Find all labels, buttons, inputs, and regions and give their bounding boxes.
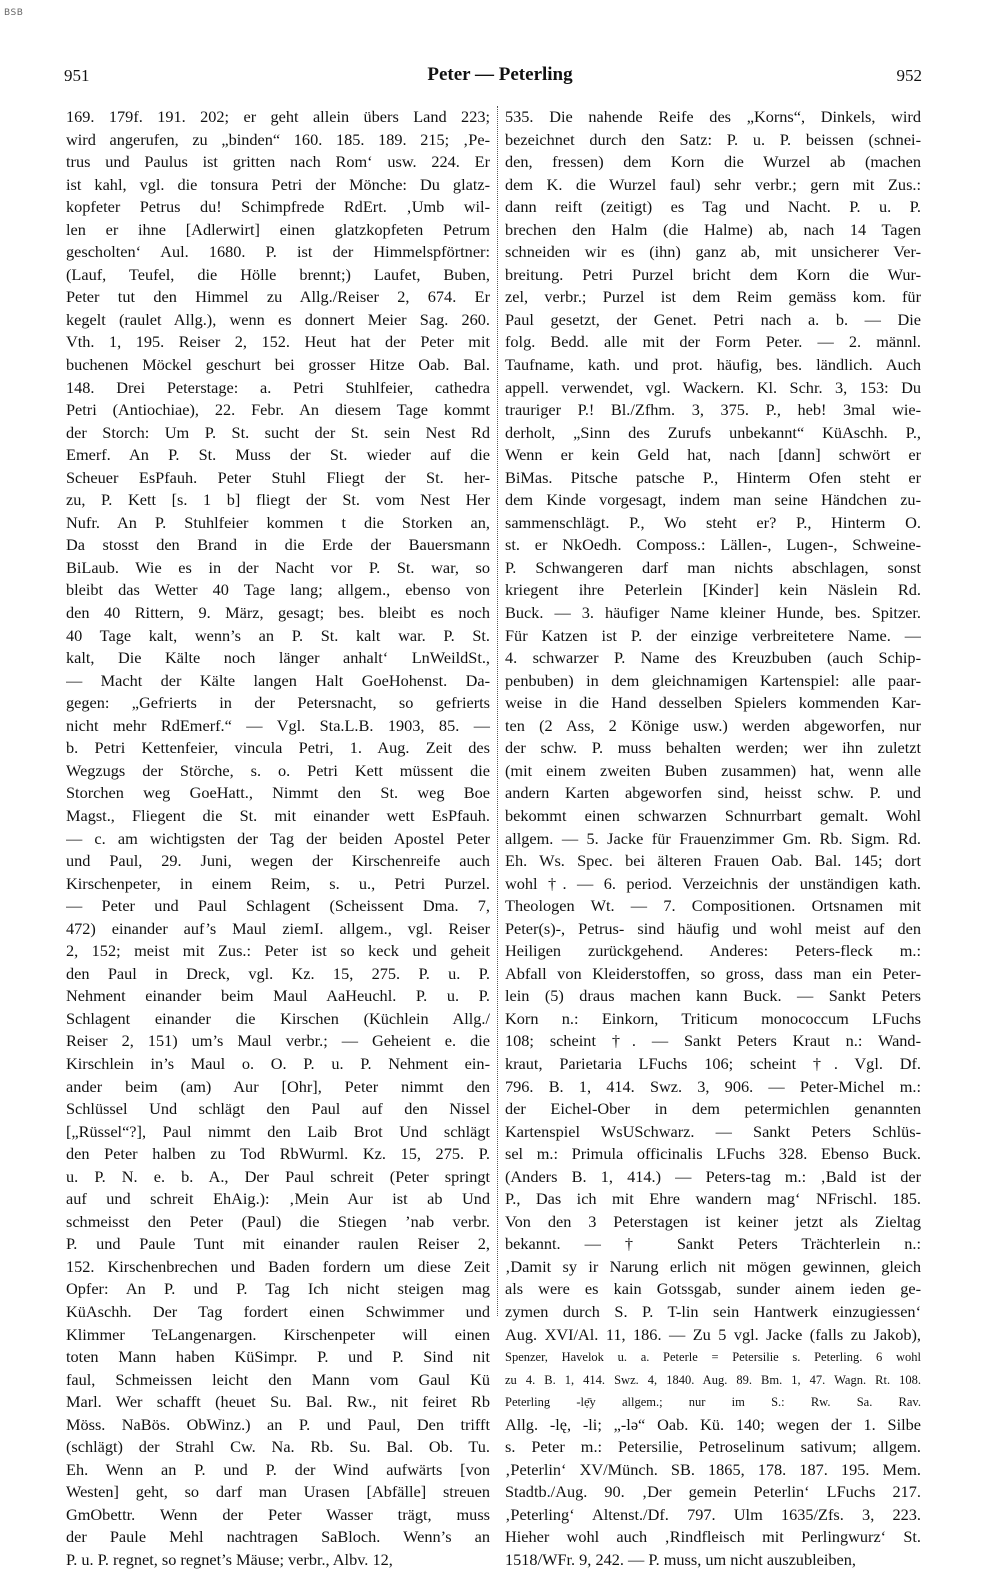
text-line: faul, Schmeissen leicht den Mann vom Gaul Kü (66, 1369, 490, 1389)
text-line: dem K. die Wurzel faul) sehr verbr.; gern mit Zus.: (505, 174, 921, 194)
text-line: Schlagent einander die Kirschen (Küchlein Allg./ (66, 1008, 490, 1028)
text-line: 40 Tage kalt, wenn’s an P. St. kalt war. P. St. (66, 625, 490, 645)
text-line: bezeichnet durch den Satz: P. u. P. beissen (schnei- (505, 129, 921, 149)
text-line: der schw. P. muss behalten werden; wer ihn zuletzt (505, 738, 921, 758)
text-line: kalt, Die Kälte noch länger anhalt‘ LnWeildSt., (66, 648, 490, 668)
text-line: 169. 179f. 191. 202; er geht allein übers Land 223; (66, 107, 490, 126)
library-stamp: BSB (4, 8, 24, 18)
text-line: Kartenspiel WsUSchwarz. — Sankt Peters Schlüs- (505, 1121, 921, 1141)
text-line: trus und Paulus ist gritten nach Rom‘ usw. 224. Er (66, 152, 490, 172)
text-line: nicht mehr RdEmerf.“ — Vgl. Sta.L.B. 1903, 85. — (66, 715, 490, 735)
text-line: weise in die Hand desselben Spielers kommenden Kar- (505, 693, 921, 713)
text-line: 535. Die nahende Reife des „Korns“, Dinkels, wird (505, 107, 921, 126)
text-line: dem Kinde vorgesagt, indem man seine Händchen zu- (505, 490, 921, 510)
text-line: Emerf. An P. St. Muss der St. wieder auf die (66, 445, 490, 465)
text-line: 4. schwarzer P. Name des Kreuzbuben (auch Schip- (505, 648, 921, 668)
text-line: Kirschlein in’s Maul o. O. P. u. P. Nehment ein- (66, 1053, 490, 1073)
left-text-column (66, 106, 490, 1572)
text-line: ist kahl, vgl. die tonsura Petri der Mönche: Du glatz- (66, 174, 490, 194)
text-line: Peter tut den Himmel zu Allg./Reiser 2, 674. Er (66, 287, 490, 307)
text-line: Kirschenpeter, in einem Reim, s. u., Petri Purzel. (66, 873, 490, 893)
text-line: gegen: „Gefrierts in der Petersnacht, so gefrierts (66, 693, 490, 713)
text-line: 108; scheint †. — Sankt Peters Kraut n.: Wand- (505, 1031, 921, 1051)
text-line: zel, verbr.; Purzel ist dem Reim gemäss kom. für (505, 287, 921, 307)
text-line: Opfer: An P. und P. Tag Ich nicht steigen mag (66, 1279, 490, 1299)
text-line: Spenzer, Havelok u. a. Peterle = Petersilie s. Peterling. 6 wohl (505, 1350, 921, 1365)
text-line: 148. Drei Peterstage: a. Petri Stuhlfeier, cathedra (66, 377, 490, 397)
text-line: der Eichel-Ober in dem petermichlen genannten (505, 1099, 921, 1119)
text-line: Wenn er kein Geld hat, nach [dann] schwört er (505, 445, 921, 465)
text-line: wohl †. — 6. period. Verzeichnis der unständigen kath. (505, 873, 921, 893)
text-line: Von den 3 Peterstagen ist keiner jetzt als Zieltag (505, 1211, 921, 1231)
text-line: allgem. — 5. Jacke für Frauenzimmer Gm. Rb. Sigm. Rd. (505, 828, 921, 848)
text-line: zu 4. B. 1, 414. Swz. 4, 1840. Aug. 89. Bm. 1, 47. Wagn. Rt. 108. (505, 1372, 921, 1387)
text-line: bekommt einen schwarzen Schnurrbart gemalt. Wohl (505, 805, 921, 825)
text-line: Vth. 1, 195. Reiser 2, 152. Heut hat der Peter mit (66, 332, 490, 352)
text-line: GmObettr. Wenn der Peter Wasser trägt, muss (66, 1504, 490, 1524)
text-line: Peter(s)-, Petrus- sind häufig und wohl meist auf den (505, 918, 921, 938)
text-line: Stadtb./Aug. 90. ‚Der gemein Peterlin‘ LFuchs 217. (505, 1482, 921, 1502)
text-line: Eh. Wenn an P. und P. der Wind aufwärts [von (66, 1459, 490, 1479)
text-line: kopfeter Petrus du! Schimpfrede RdErt. ‚Umb wil- (66, 197, 490, 217)
text-line: P. Schwangeren darf man nichts abschlagen, sonst (505, 557, 921, 577)
text-line: [„Rüssel“?], Paul nimmt den Laib Brot Und schlägt (66, 1121, 490, 1141)
text-line: Taufname, kath. und prot. häufig, bes. ländlich. Auch (505, 355, 921, 375)
text-line: 152. Kirschenbrechen und Baden fordern um diese Zeit (66, 1256, 490, 1276)
text-line: u. P. N. e. b. A., Der Paul schreit (Peter springt (66, 1166, 490, 1186)
text-line: den Paul in Dreck, vgl. Kz. 15, 275. P. u. P. (66, 963, 490, 983)
text-line: den, fressen) dem Korn die Wurzel ab (machen (505, 152, 921, 172)
text-line: P. u. P. regnet, so regnet’s Mäuse; verbr., Albv. 12, (66, 1550, 393, 1569)
text-line: ten (2 Ass, 2 Könige usw.) werden abgeworfen, nur (505, 715, 921, 735)
text-line: Storchen weg GoeHatt., Nimmt den St. weg Boe (66, 783, 490, 803)
text-line: P. und Paule Tunt mit einander raulen Reiser 2, (66, 1234, 490, 1254)
text-line: derholt, „Sinn des Zurufs unbekannt“ KüAschh. P., (505, 422, 921, 442)
text-line: sel m.: Primula officinalis LFuchs 328. Ebenso Buck. (505, 1144, 921, 1164)
page-number-right: 952 (896, 66, 922, 85)
text-line: ander beim (am) Aur [Ohr], Peter nimmt den (66, 1076, 490, 1096)
text-line: den 40 Rittern, 9. März, gesagt; bes. bleibt es noch (66, 603, 490, 623)
text-line: den Peter halben zu Tod RbWurml. Kz. 15, 275. P. (66, 1144, 490, 1164)
column-divider (497, 106, 498, 1316)
text-line: 796. B. 1, 414. Swz. 3, 906. — Peter-Michel m.: (505, 1076, 921, 1096)
text-line: schmeisst den Peter (Paul) die Stiegen ’nab verbr. (66, 1211, 490, 1231)
text-line: 2, 152; meist mit Zus.: Peter ist so keck und geheit (66, 941, 490, 961)
text-line: Hieher wohl auch ‚Rindfleisch mit Perlingwurz‘ St. (505, 1527, 921, 1547)
text-line: BiMas. Pitsche patsche P., Hinterm Ofen steht er (505, 467, 921, 487)
text-line: Schlüssel Und schlägt den Paul auf den Nissel (66, 1099, 490, 1119)
text-line: gescholten‘ Aul. 1680. P. ist der Himmelspförtner: (66, 242, 490, 262)
text-line: Für Katzen ist P. der einzige verbreitetere Name. — (505, 625, 921, 645)
text-line: Nehment einander beim Maul AaHeuchl. P. u. P. (66, 986, 490, 1006)
text-line: penbuben) in dem gleichnamigen Kartenspiel: alle paar- (505, 670, 921, 690)
text-line: Wegzugs der Störche, s. o. Petri Kett müssent die (66, 760, 490, 780)
text-line: (Lauf, Teufel, die Hölle brennt;) Laufet, Buben, (66, 264, 490, 284)
text-line: 472) einander auf’s Maul ziemI. allgem., vgl. Reiser (66, 918, 490, 938)
text-line: (Anders B. 1, 414.) — Peters-tag m.: ‚Bald ist der (505, 1166, 921, 1186)
text-line: kriegent ihre Peterlein [Kinder] kein Näslein Rd. (505, 580, 921, 600)
text-line: Marl. Wer schafft (heuet Su. Bal. Rw., nit feiret Rb (66, 1392, 490, 1412)
text-line: BiLaub. Wie es in der Nacht vor P. St. war, so (66, 557, 490, 577)
page-header (0, 58, 1000, 88)
text-line: bleibt das Wetter 40 Tage lang; allgem., ebenso von (66, 580, 490, 600)
text-line: 1518/WFr. 9, 242. — P. muss, um nicht auszubleiben, (505, 1550, 856, 1569)
text-line: schneiden wir es (ihn) ganz ab, mit unsicherer Ver- (505, 242, 921, 262)
text-line: kegelt (raulet Allg.), wenn es donnert Meier Sag. 260. (66, 309, 490, 329)
text-line: Paul gesetzt, der Genet. Petri nach a. b. — Die (505, 309, 921, 329)
text-line: Nufr. An P. Stuhlfeier kommen t die Storken an, (66, 512, 490, 532)
text-line: andern Karten abgeworfen sind, heisst schw. P. und (505, 783, 921, 803)
text-line: s. Peter m.: Petersilie, Petroselinum sativum; allgem. (505, 1437, 921, 1457)
text-line: trauriger P.! Bl./Zfhm. 3, 375. P., heb! 3mal wie- (505, 400, 921, 420)
text-line: kraut, Parietaria LFuchs 106; scheint †. Vgl. Df. (505, 1053, 921, 1073)
text-line: Reiser 2, 151) um’s Maul verbr.; — Geheient e. die (66, 1031, 490, 1051)
text-line: (schlägt) der Strahl Cw. Na. Rb. Su. Bal. Ob. Tu. (66, 1437, 490, 1457)
text-line: und Paul, 29. Juni, wegen der Kirschenreife auch (66, 851, 490, 871)
text-line: Buck. — 3. häufiger Name kleiner Hunde, bes. Spitzer. (505, 603, 921, 623)
text-line: ‚Peterling‘ Altenst./Df. 797. Ulm 1635/Zfs. 3, 223. (505, 1504, 921, 1524)
text-line: appell. verwendet, vgl. Wackern. Kl. Schr. 3, 153: Du (505, 377, 921, 397)
text-line: (mit einem zweiten Buben zusammen) hat, wenn alle (505, 760, 921, 780)
text-line: — Peter und Paul Schlagent (Scheissent Dma. 7, (66, 896, 490, 916)
text-line: Eh. Ws. Spec. bei älteren Frauen Oab. Bal. 145; dort (505, 851, 921, 871)
text-line: Allg. -lę, -li; „-lə“ Oab. Kü. 140; wegen der 1. Silbe (505, 1414, 921, 1434)
text-line: ‚Damit sy ir Narung erlich nit mögen gewinnen, gleich (505, 1256, 921, 1276)
text-line: Peterling -lẹ̄y allgem.; nur im S.: Rw. Sa. Rav. (505, 1395, 921, 1410)
text-line: lein (5) draus machen kann Buck. — Sankt Peters (505, 986, 921, 1006)
text-line: b. Petri Kettenfeier, vincula Petri, 1. Aug. Zeit des (66, 738, 490, 758)
text-line: P., Das ich mit Ehre wandern mag‘ NFrischl. 185. (505, 1189, 921, 1209)
text-line: auf und schreit EhAig.): ‚Mein Aur ist ab Und (66, 1189, 490, 1209)
text-line: Westen] geht, so darf man Urasen [Abfälle] streuen (66, 1482, 490, 1502)
page-title: Peter — Peterling (427, 64, 573, 85)
text-line: st. er NkOedh. Composs.: Lällen-, Lugen-, Schweine- (505, 535, 921, 555)
text-line: — c. am wichtigsten der Tag der beiden Apostel Peter (66, 828, 490, 848)
text-line: Korn n.: Einkorn, Triticum monococcum LFuchs (505, 1008, 921, 1028)
text-line: Petri (Antiochiae), 22. Febr. An diesem Tage kommt (66, 400, 490, 420)
text-line: len er ihne [Adlerwirt] einen glatzkopfeten Petrum (66, 219, 490, 239)
text-line: toten Mann haben KüSimpr. P. und P. Sind nit (66, 1347, 490, 1367)
text-line: als were es kain Gotssgab, sunder ainem ieden ge- (505, 1279, 921, 1299)
text-line: Theologen Wt. — 7. Compositionen. Ortsnamen mit (505, 896, 921, 916)
text-line: Da stosst den Brand in die Erde der Bauersmann (66, 535, 490, 555)
text-line: KüAschh. Der Tag fordert einen Schwimmer und (66, 1301, 490, 1321)
text-line: folg. Bedd. alle mit der Form Peter. — 2. männl. (505, 332, 921, 352)
text-line: wird angerufen, zu „binden“ 160. 185. 189. 215; ‚Pe- (66, 129, 490, 149)
text-line: sammenschlägt. P., Wo steht er? P., Hinterm O. (505, 512, 921, 532)
text-line: brechen den Halm (die Halme) ab, nach 14 Tagen (505, 219, 921, 239)
text-line: der Paule Mehl nachtragen SaBloch. Wenn’s an (66, 1527, 490, 1547)
text-line: Möss. NaBös. ObWinz.) an P. und Paul, Den trifft (66, 1414, 490, 1434)
page-number-left: 951 (64, 66, 90, 85)
text-line: Abfall von Kleiderstoffen, so gross, dass man ein Peter- (505, 963, 921, 983)
text-line: zymen durch S. P. T-lin sein Hantwerk einzugiessen‘ (505, 1301, 921, 1321)
text-line: Aug. XVI/Al. 11, 186. — Zu 5 vgl. Jacke (falls zu Jakob), (505, 1324, 921, 1344)
text-line: breitung. Petri Purzel bricht dem Korn die Wur- (505, 264, 921, 284)
text-line: ‚Peterlin‘ XV/Münch. SB. 1865, 178. 187. 195. Mem. (505, 1459, 921, 1479)
text-line: — Macht der Kälte langen Halt GoeHohenst. Da- (66, 670, 490, 690)
text-line: Heiligen zurückgehend. Anderes: Peters-fleck m.: (505, 941, 921, 961)
text-line: der Storch: Um P. St. sucht der St. sein Nest Rd (66, 422, 490, 442)
text-line: bekannt. — † Sankt Peters Trächterlein n.: (505, 1234, 921, 1254)
text-line: Scheuer EsPfauh. Peter Stuhl Fliegt der St. her- (66, 467, 490, 487)
text-line: dann reift (zeitigt) es Tag und Nacht. P. u. P. (505, 197, 921, 217)
text-line: Klimmer TeLangenargen. Kirschenpeter will einen (66, 1324, 490, 1344)
text-line: zu, P. Kett [s. 1 b] fliegt der St. vom Nest Her (66, 490, 490, 510)
text-line: buchenen Möckel geschurt bei grosser Hitze Oab. Bal. (66, 355, 490, 375)
right-text-column (505, 106, 921, 1572)
text-line: Magst., Fliegent die St. mit einander wett EsPfauh. (66, 805, 490, 825)
